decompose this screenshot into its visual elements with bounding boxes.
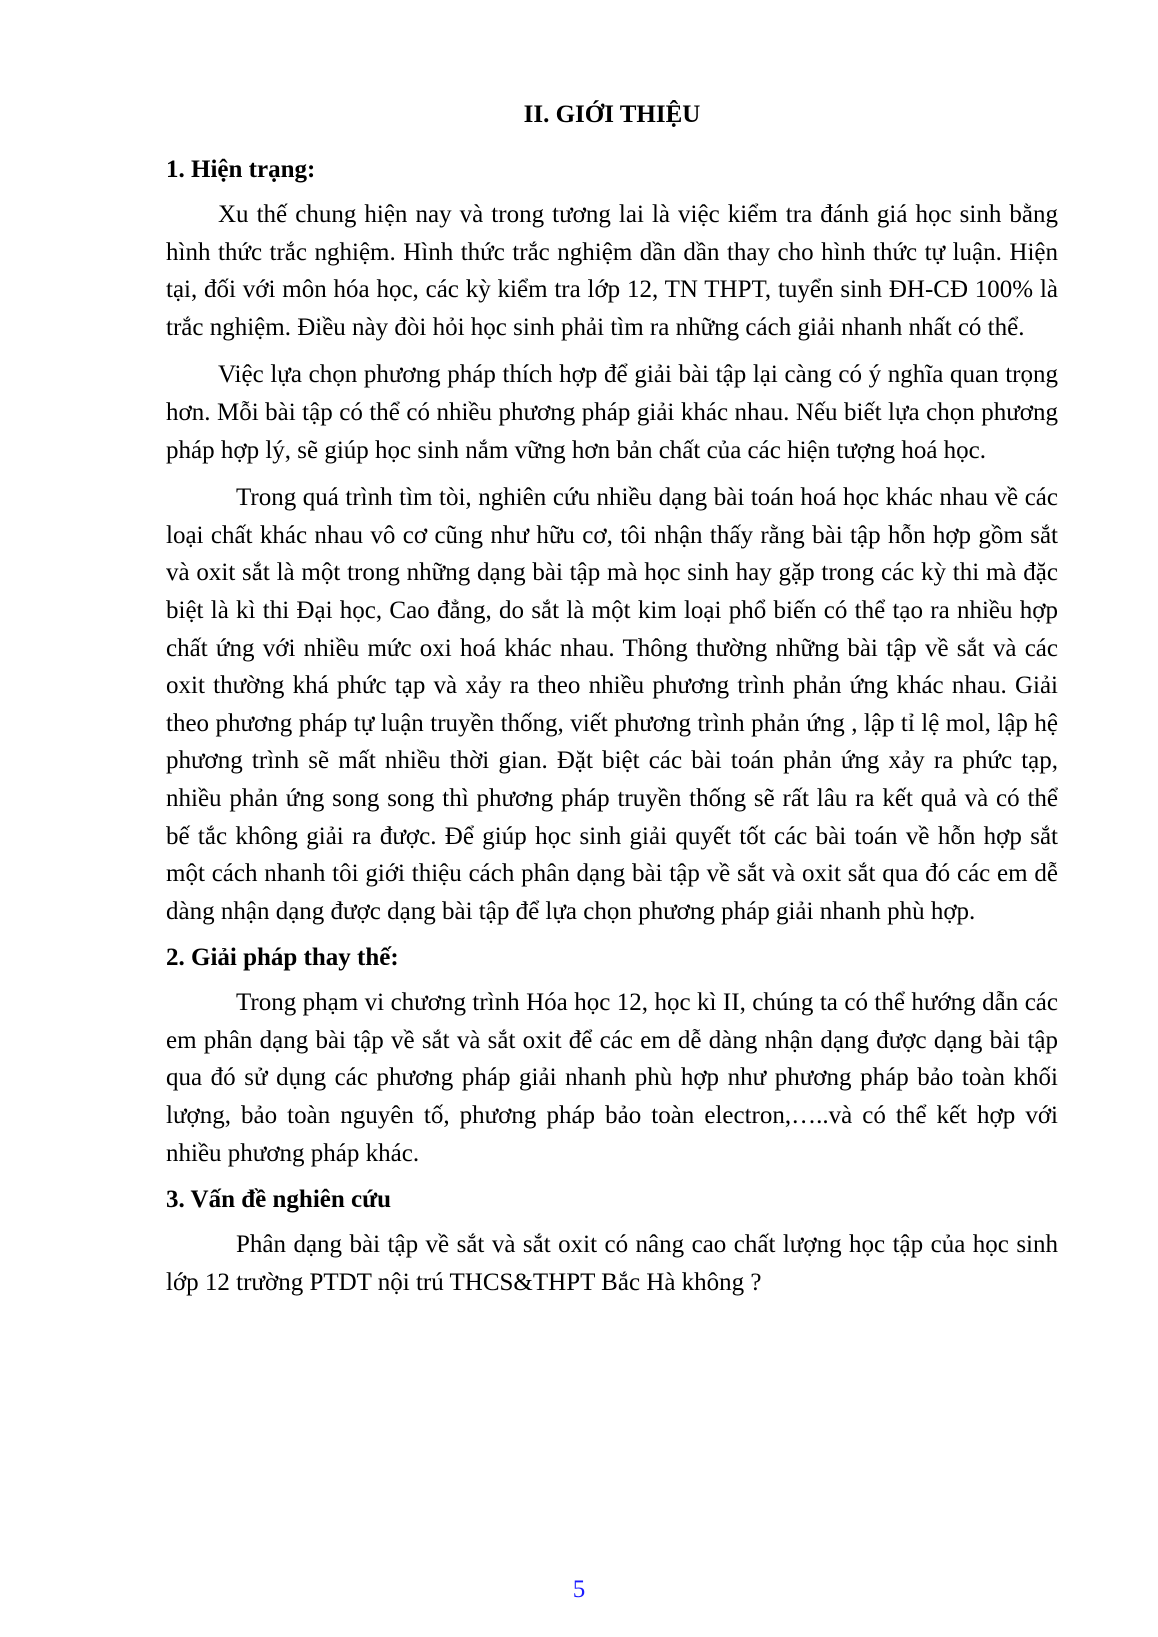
- section-hien-trang: [166, 152, 1058, 930]
- section-giai-phap: [166, 940, 1058, 1172]
- paragraph: Việc lựa chọn phương pháp thích hợp để giải bài tập lại càng có ý nghĩa quan trọng hơn. Mỗi bài tập có thể có nhiều phương pháp giải khác nhau. Nếu biết lựa chọn phương pháp hợp lý, sẽ giúp học sinh nắm vững hơn bản chất của các hiện tượng hoá học.: [166, 361, 1058, 464]
- paragraph: Phân dạng bài tập về sắt và sắt oxit có nâng cao chất lượng học tập của học sinh lớp 12 trường PTDT nội trú THCS&THPT Bắc Hà không ?: [166, 1231, 1058, 1296]
- section-heading: 3. Vấn đề nghiên cứu: [166, 1186, 392, 1214]
- paragraph: Trong quá trình tìm tòi, nghiên cứu nhiều dạng bài toán hoá học khác nhau về các loại chất khác nhau vô cơ cũng như hữu cơ, tôi nhận thấy rằng bài tập hỗn hợp gồm sắt và oxit sắt là một trong những dạng bài tập mà học sinh hay gặp trong các kỳ thi mà đặc biệt là kì thi Đại học, Cao đẳng, do sắt là một kim loại phổ biến có thể tạo ra nhiều hợp chất ứng với nhiều mức oxi hoá khác nhau. Thông thường những bài tập về sắt và các oxit thường khá phức tạp và xảy ra theo nhiều phương trình phản ứng khác nhau. Giải theo phương pháp tự luận truyền thống, viết phương trình phản ứng , lập tỉ lệ mol, lập hệ phương trình sẽ mất nhiều thời gian. Đặt biệt các bài toán phản ứng xảy ra phức tạp, nhiều phản ứng song song thì phương pháp truyền thống sẽ rất lâu ra kết quả và có thể bế tắc không giải ra được. Để giúp học sinh giải quyết tốt các bài toán về hỗn hợp sắt một cách nhanh tôi giới thiệu cách phân dạng bài tập về sắt và oxit sắt qua đó các em dễ dàng nhận dạng được dạng bài tập để lựa chọn phương pháp giải nhanh phù hợp.: [166, 484, 1058, 925]
- page-content: [166, 98, 1058, 1311]
- section-van-de: [166, 1182, 1058, 1301]
- page-number: 5: [572, 1576, 586, 1603]
- paragraph: Xu thế chung hiện nay và trong tương lai là việc kiểm tra đánh giá học sinh bằng hình thức trắc nghiệm. Hình thức trắc nghiệm dần dần thay cho hình thức tự luận. Hiện tại, đối với môn hóa học, các kỳ kiểm tra lớp 12, TN THPT, tuyển sinh ĐH-CĐ 100% là trắc nghiệm. Điều này đòi hỏi học sinh phải tìm ra những cách giải nhanh nhất có thể.: [166, 201, 1058, 341]
- section-heading: 2. Giải pháp thay thế:: [166, 944, 399, 972]
- paragraph: Trong phạm vi chương trình Hóa học 12, học kì II, chúng ta có thể hướng dẫn các em phân dạng bài tập về sắt và sắt oxit để các em dễ dàng nhận dạng được dạng bài tập qua đó sử dụng các phương pháp giải nhanh phù hợp như phương pháp bảo toàn khối lượng, bảo toàn nguyên tố, phương pháp bảo toàn electron,…..và có thể kết hợp với nhiều phương pháp khác.: [166, 989, 1058, 1167]
- section-heading: 1. Hiện trạng:: [166, 156, 316, 183]
- page-title: II. GIỚI THIỆU: [523, 101, 701, 128]
